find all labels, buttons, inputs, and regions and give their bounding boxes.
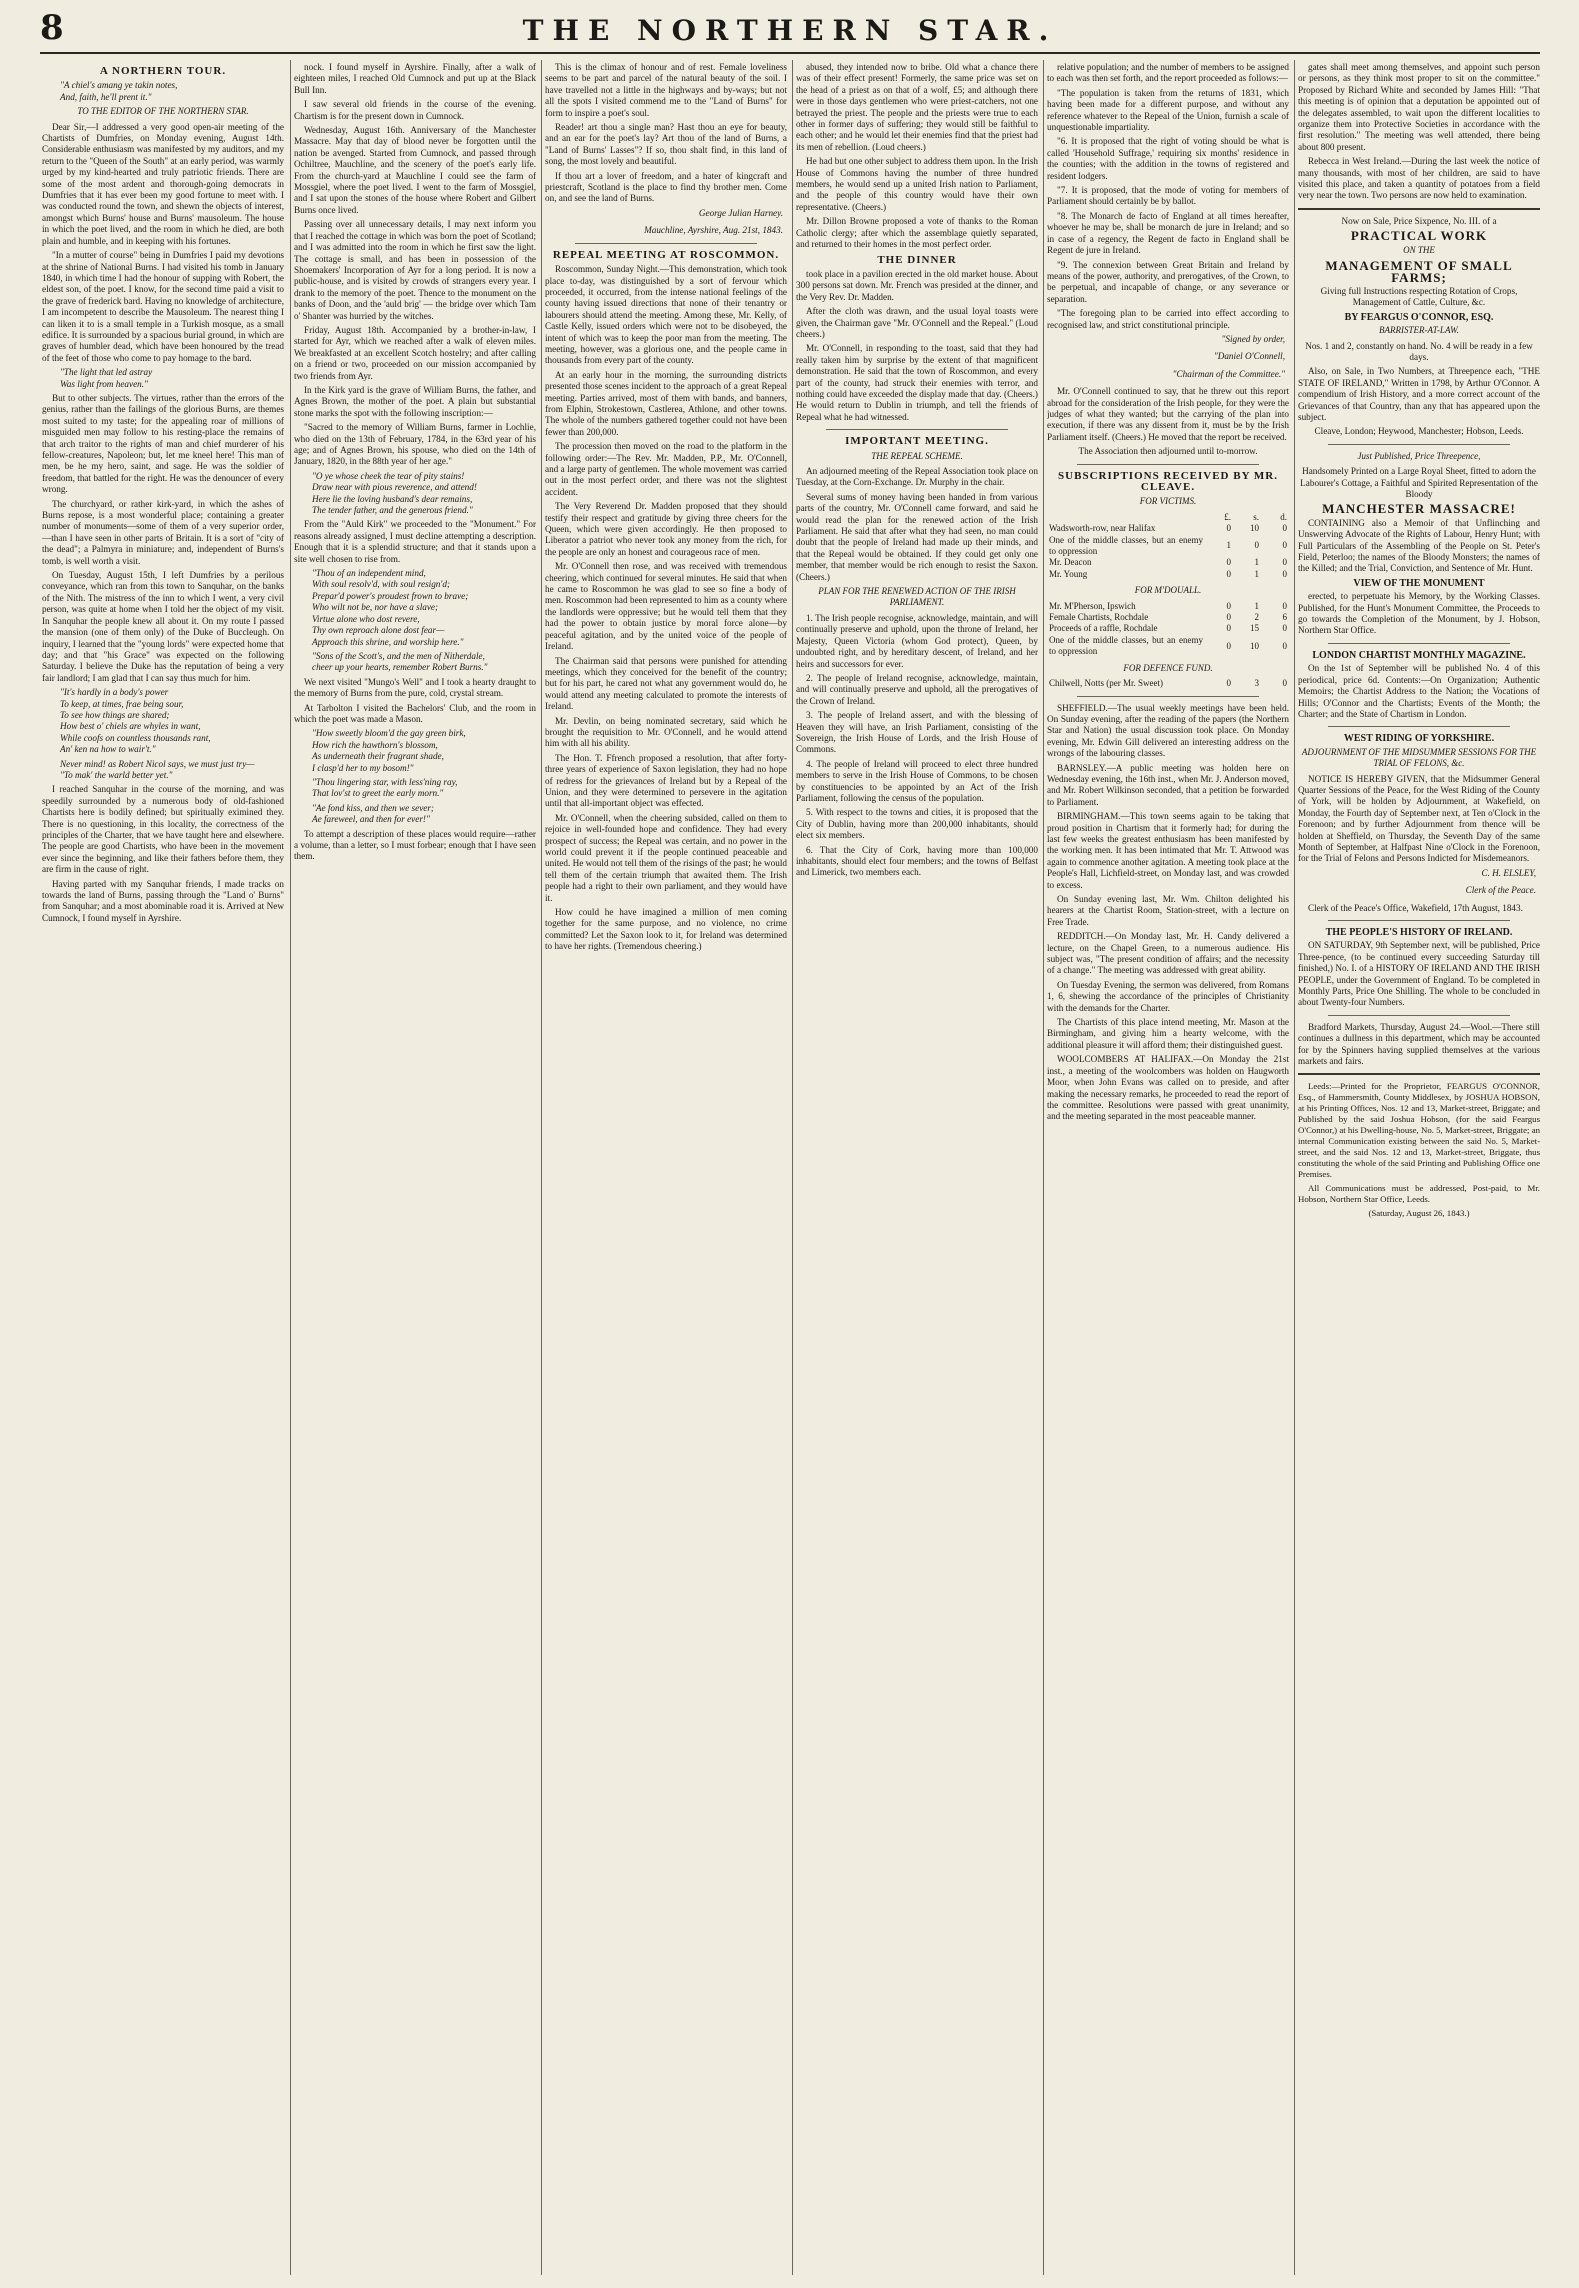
column-rule [1294, 60, 1295, 2275]
row-s: 10 [1250, 640, 1259, 651]
paragraph: Friday, August 18th. Accompanied by a brother-in-law, I started for Ayr, which we reached after a walk of eleven miles. We breakfasted at an excellent Scotch hostelry; and after calling on a friend or two, proceeded on our mission accompanied by two friends from Ayr. [294, 324, 536, 381]
row-l: 0 [1226, 523, 1231, 534]
paragraph: "7. It is proposed, that the mode of voting for members of Parliament should certainly be by ballot. [1047, 185, 1289, 207]
column-3 [545, 62, 787, 2274]
paragraph: After the cloth was drawn, and the usual loyal toasts were given, the Chairman gave "Mr. O'Connell and the Repeal." (Loud cheers.) [796, 306, 1038, 339]
table-row [1047, 635, 1289, 658]
column-rule [1043, 60, 1044, 2275]
row-name: Mr. M'Pherson, Ipswich [1049, 600, 1136, 611]
paragraph: relative population; and the number of members to be assigned to each was then set forth, and the report proceeded as follows:— [1047, 62, 1289, 84]
paragraph: 3. The people of Ireland assert, and with the blessing of Heaven they will have, an Irish Parliament, consisting of the Sovereign, the Irish House of Lords, and the Irish House of Commons. [796, 710, 1038, 755]
header-pence: d. [1280, 511, 1287, 522]
subscriptions-table [1047, 678, 1289, 689]
column-5 [1047, 62, 1289, 2274]
ad-heading: MANAGEMENT OF SMALL FARMS; [1325, 258, 1513, 285]
column-6 [1298, 62, 1540, 2274]
section-title: PLAN FOR THE RENEWED ACTION OF THE IRISH PARLIAMENT. [818, 586, 1016, 608]
ad-desc: Giving full Instructions respecting Rotation of Crops, Management of Cattle, Culture, &c. [1320, 285, 1518, 308]
paragraph: "8. The Monarch de facto of England at all times hereafter, whoever he may be, shall be monarch de jure in Ireland; and so in case of a regency, the Regent de facto in England shall be Regent de jure in Ireland. [1047, 210, 1289, 256]
row-s: 10 [1250, 523, 1259, 534]
row-d: 0 [1282, 678, 1287, 689]
row-s: 1 [1254, 568, 1259, 579]
row-d: 0 [1282, 523, 1287, 534]
row-d: 0 [1282, 540, 1287, 551]
paragraph: "The population is taken from the returns of 1831, which having been made for a different purpose, and without any reference whatever to the Repeal of the Union, furnish a scale of unquestionable impartiality. [1047, 87, 1289, 133]
paragraph: 1. The Irish people recognise, acknowledge, maintain, and will continually preserve and uphold, upon the throne of Ireland, her Majesty, Queen Victoria (whom God protect), Queen, by undoubted right, and by hereditary descent, of Ireland, and her heirs and successors for ever. [796, 612, 1038, 669]
article-title: IMPORTANT MEETING. [845, 435, 989, 448]
row-name: Proceeds of a raffle, Rochdale [1049, 623, 1158, 634]
ad-heading: MANCHESTER MASSACRE! [1322, 501, 1516, 517]
signature-role: Clerk of the Peace. [1465, 885, 1536, 896]
row-s: 0 [1254, 540, 1259, 551]
paragraph: In the Kirk yard is the grave of William Burns, the father, and Agnes Brown, the mother of the poet. A plain but substantial stone marks the spot with the following inscription:— [294, 384, 536, 418]
paragraph: On Tuesday, August 15th, I left Dumfries by a perilous conveyance, which ran from this town to Sanquhar, on the banks of the Nith. The mistress of the inn to which I went, a very civil person, was quite at home when I told her the object of my visit. In Sanquhar the people knew all about it. On my route I passed the mansion (one of them only) of the Duke of Buccleugh. On inquiry, I learned that the "young lords" were expected home that day; and that "his Grace" was expected on the following Saturday. I believe the Duke has the reputation of being a very fair landlord; I am glad that I can say thus much for him. [42, 570, 284, 683]
ad-text: ON SATURDAY, 9th September next, will be published, Price Three-pence, (to be continued every succeeding Saturday till finished,) No. I. of a HISTORY OF IRELAND AND THE IRISH PEOPLE, under the Government of England. To be completed in Monthly Parts, Price One Shilling. The whole to be concluded in about Twenty-four Numbers. [1298, 940, 1540, 1008]
verse: "Thou lingering star, with less'ning ray, That lov'st to greet the early morn." [312, 776, 458, 799]
signed-line: "Signed by order, [1221, 333, 1285, 344]
divider [1298, 1073, 1540, 1075]
verse: "Thou of an independent mind, With soul resolv'd, with soul resign'd; Prepar'd power's proudest frown to brave; Who wilt not be, nor have a slave; Virtue alone who dost revere, Thy own reproach alone dost fear— Approach this shrine, and worship here." [312, 568, 469, 647]
paragraph: Rebecca in West Ireland.—During the last week the notice of many thousands, with most of her children, are said to have visited this place, and taken a quantity of potatoes from a field very near the town. Two persons are now held to examination. [1298, 156, 1540, 201]
paragraph: An adjourned meeting of the Repeal Association took place on Tuesday, at the Corn-Exchange. Dr. Murphy in the chair. [796, 466, 1038, 488]
paragraph: "9. The connexion between Great Britain and Ireland by means of the power, authority, and prerogatives, of the Crown, to be perpetual, and incapable of change, or any severance or separation. [1047, 259, 1289, 304]
row-s: 1 [1254, 557, 1259, 568]
paragraph: I saw several old friends in the course of the evening. Chartism is for the present down in Cumnock. [294, 99, 536, 121]
signature-place: Mauchline, Ayrshire, Aug. 21st, 1843. [644, 225, 783, 236]
divider [1328, 1015, 1510, 1016]
row-name: Chilwell, Notts (per Mr. Sweet) [1049, 678, 1163, 689]
verse: "It's hardly in a body's power To keep, at times, frae being sour, To see how things are shared; How best o' chiels are whyles in want, While coofs on countless thousands rant, An' ken na how to wair't." [60, 687, 211, 755]
masthead-rule [40, 52, 1540, 54]
paragraph: "The foregoing plan to be carried into effect according to recognised law, and strict constitutional principle. [1047, 308, 1289, 330]
row-l: 0 [1226, 640, 1231, 651]
row-l: 0 [1226, 612, 1231, 623]
row-name: Female Chartists, Rochdale [1049, 612, 1149, 623]
ad-heading: VIEW OF THE MONUMENT [1353, 577, 1485, 589]
paragraph: gates shall meet among themselves, and appoint such person or persons, as they think most proper to sit on the committee." Proposed by Richard White and seconded by James Hill: "That this meeting is of opinion that a deputation be appointed out of the delegates assembled, to wait upon the different localities to organize them into Protective Societies in accordance with the first resolution." The meeting was well attended, there being about 800 present. [1298, 62, 1540, 152]
divider [1328, 920, 1510, 921]
divider [1077, 696, 1259, 697]
row-s: 2 [1254, 612, 1259, 623]
paragraph: Mr. O'Connell, when the cheering subsided, called on them to rejoice in well-founded hope and confidence. They had every prospect of success; the Repeal was certain, and no power in the world could prevent it if the people continued peaceable and united. He would not tell them of the risings of the past; he would tell them of the certain triumph that awaited them. The Irish people had a right to their own parliament, and they would have it. [545, 812, 787, 903]
header-shillings: s. [1253, 511, 1259, 522]
row-l: 0 [1226, 678, 1231, 689]
paragraph: Wednesday, August 16th. Anniversary of the Manchester Massacre. May that day of blood never be forgotten until the nation be avenged. Started from Cumnock, and passed through Ochiltree, Mauchline, and the scenery of the poet's early life. From the church-yard at Mauchline I could see the farm of Mossgiel, where the poet lived. I went to the farm of Mossgiel, and I sat upon the stones of the house where Robert and Gilbert Burns once lived. [294, 125, 536, 215]
divider [1328, 726, 1510, 727]
paragraph: If thou art a lover of freedom, and a hater of kingcraft and priestcraft, Scotland is the place to find thy brother men. Come on, and see the land of Burns. [545, 170, 787, 204]
paragraph: The Very Reverend Dr. Madden proposed that they should testify their respect and gratitude by giving three cheers for the Queen, which were given accordingly. He then proposed to Liberator a patriot who never took any money from the rich, for the people are only an honest and courageous race of men. [545, 501, 787, 557]
paragraph: To attempt a description of these places would require—rather a volume, than a letter, so I must forbear; enough that I have seen them. [294, 828, 536, 862]
paragraph: 6. That the City of Cork, having more than 100,000 inhabitants, should elect four members; and the towns of Belfast and Limerick, two members each. [796, 844, 1038, 878]
paragraph: At an early hour in the morning, the surrounding districts presented those scenes incident to the approach of a great Repeal meeting. Parties arrived, most of them with bands, and banners, from Elphin, Strokestown, Castlerea, Athlone, and other towns. The whole of the numbers gathered together could not have been fewer than 200,000. [545, 369, 787, 437]
masthead [40, 8, 1540, 58]
imprint-address: All Communications must be addressed, Post-paid, to Mr. Hobson, Northern Star Office, Leeds. [1298, 1183, 1540, 1205]
ad-text: Also, on Sale, in Two Numbers, at Threepence each, "THE STATE OF IRELAND," Written in 1798, by Arthur O'Connor. A compendium of Irish History, and a more correct account of the Grievances of that Country, than any that has appeared upon the subject. [1298, 366, 1540, 422]
paragraph: The Hon. T. Ffrench proposed a resolution, that after forty-three years of experience of Saxon legislation, they had no hope of redress for the grievances of Ireland but by a Repeal of the Union, and they were determined to persevere in the agitation until that all-important object was effected. [545, 752, 787, 809]
row-l: 0 [1226, 623, 1231, 634]
ad-pre: Now on Sale, Price Sixpence, No. III. of a [1341, 215, 1497, 226]
signature: George Julian Harney. [698, 207, 783, 218]
ad-text: erected, to perpetuate his Memory, by the Working Classes. Published, for the Hunt's Monument Committee, the Proceeds to go towards the Completion of the Monument, by J. Hobson, Northern Star Office. [1298, 591, 1540, 636]
ad-heading: PRACTICAL WORK [1350, 228, 1488, 244]
paragraph: Having parted with my Sanquhar friends, I made tracks on towards the land of Burns, passing through the "Land o' Burns" from Sanquhar; and a most abominable road it is. Arrived at New Cumnock, I found myself in Ayrshire. [42, 878, 284, 923]
subs-section: FOR M'DOUALL. [1134, 585, 1202, 596]
table-row [1047, 623, 1289, 634]
row-d: 0 [1282, 568, 1287, 579]
divider [1298, 208, 1540, 210]
paragraph: abused, they intended now to bribe. Old what a chance there was of their effect present! Formerly, the same price was set on the head of a priest as on that of a wolf, £5; and although there were in those days gentlemen who were priest-catchers, not one betrayed the priest. The people and the priests were true to each other in former days of suffering; they would still be faithful to each other; and he would let their enemies find that the priest had its men of rebellion. (Loud cheers.) [796, 62, 1038, 152]
paragraph: On Sunday evening last, Mr. Wm. Chilton delighted his hearers at the Chartist Room, Station-street, with a lecture on Free Trade. [1047, 894, 1289, 927]
row-s: 1 [1254, 600, 1259, 611]
divider [1328, 444, 1510, 445]
row-l: 1 [1226, 540, 1231, 551]
row-s: 15 [1250, 623, 1259, 634]
row-name: Wadsworth-row, near Halifax [1049, 523, 1156, 534]
paragraph: The churchyard, or rather kirk-yard, in which the ashes of Burns repose, is a most wonderful place; containing a greater number of monuments—some of them of a very superior order,—than I have seen in other parts of Britain. It is a sort of "city of the dead"; a Palmyra in miniature; and, independent of Burns's tomb, is well worth a visit. [42, 498, 284, 566]
paragraph: Mr. Dillon Browne proposed a vote of thanks to the Roman Catholic clergy; after which the assemblage quietly separated, and returned to their homes in the most perfect order. [796, 216, 1038, 250]
divider [1077, 464, 1259, 465]
row-name: Mr. Deacon [1049, 557, 1092, 568]
article-title: A NORTHERN TOUR. [99, 65, 227, 77]
row-d: 0 [1282, 640, 1287, 651]
verse: "How sweetly bloom'd the gay green birk, How rich the hawthorn's blossom, As underneath their fragrant shade, I clasp'd her to my bosom!" [312, 728, 466, 773]
table-row [1047, 557, 1289, 568]
subs-section: FOR VICTIMS. [1139, 496, 1197, 507]
row-s: 3 [1254, 678, 1259, 689]
paragraph: The procession then moved on the road to the platform in the following order:—The Rev. Mr. Madden, P.P., Mr. O'Connell, and a large party of gentlemen. The whole movement was carried out in the most perfect order, and there was not the slightest accident. [545, 441, 787, 497]
paragraph: Mr. O'Connell then rose, and was received with tremendous cheering, which continued for several minutes. He said that when he came to Roscommon he was glad to see so fine a body of men. Roscommon had been represented to him as a county where the landlords were oppressive; but he would tell them that they had the power to obtain justice by moral force alone—by peaceful agitation, and by the united voice of the people of Ireland. [545, 561, 787, 652]
ad-heading: LONDON CHARTIST MONTHLY MAGAZINE. [1312, 649, 1526, 661]
divider [1328, 643, 1510, 644]
epigraph: "A chiel's amang ye takin notes, And, faith, he'll prent it." [60, 80, 178, 102]
paragraph: BIRMINGHAM.—This town seems again to be taking that proud position in Chartism that it formerly had; for during the last few weeks the greatest enthusiasm has been manifested by the working men. It has been intimated that Mr. T. Attwood was again to commence another agitation. A meeting took place at the People's Hall, Lichfield-street, on Monday last, and was crowded to excess. [1047, 811, 1289, 890]
verse: "The light that led astray Was light from heaven." [60, 367, 153, 389]
paragraph: Several sums of money having been handed in from various parts of the country, Mr. O'Connell came forward, and said he would read the plan for the renewed action of the Irish Parliament. He said that after what they had seen, no man could doubt that the people of Ireland had made up their minds, and that the Repeal would be obtained. If they could get only one member, that member would be rich enough to resist the Saxon. (Cheers.) [796, 491, 1038, 582]
row-l: 0 [1226, 600, 1231, 611]
row-name: One of the middle classes, but an enemy to oppression [1049, 534, 1203, 557]
subscriptions-title: SUBSCRIPTIONS RECEIVED BY MR. CLEAVE. [1058, 469, 1278, 493]
paragraph: I reached Sanquhar in the course of the morning, and was speedily surrounded by a numerous body of old-fashioned Chartists here is bodily defined; but spiritually eximined they. There is no questioning, in this locality, the correctness of the principles of the Charter, that we have taught here and elsewhere. The people are good Chartists, who have been in the movement ever since the beginning, and like their fathers before them, they are firm in the cause of right. [42, 784, 284, 875]
column-rule [792, 60, 793, 2275]
paragraph: This is the climax of honour and of rest. Female loveliness seems to be part and parcel of the natural beauty of the soil. I have travelled not a little in the highways and by-ways; but not all the spots I visited commend me to the "Land of Burns" for form to inspire a poet's soul. [545, 62, 787, 118]
column-2 [294, 62, 536, 2274]
paragraph: Reader! art thou a single man? Hast thou an eye for beauty, and an ear for the poet's lay? Art thou of the land of Burns, a "Land of Burns' Lasses"? If so, thou shalt find, in this land of song, the most lovely and beautiful. [545, 122, 787, 167]
table-row [1047, 523, 1289, 534]
ad-note: Nos. 1 and 2, constantly on hand. No. 4 will be ready in a few days. [1305, 340, 1533, 362]
paragraph: The Chartists of this place intend meeting, Mr. Mason at the Birmingham, and giving him a hearty welcome, with the additional pleasure it will afford them; their distinguished guest. [1047, 1017, 1289, 1050]
column-4 [796, 62, 1038, 2274]
ad-text: Handsomely Printed on a Large Royal Sheet, fitted to adorn the Labourer's Cottage, a Faithful and Spirited Representation of the Bloody [1300, 466, 1538, 499]
paragraph: Passing over all unnecessary details, I may next inform you that I reached the cottage in which was born the poet of Scotland; and I was admitted into the room in which he first saw the light. The cottage is small, and has been in possession of the Shoemakers' Incorporation of Ayr for a long period. It is now a public-house, and is visited by crowds of strangers every year. I drank to the memory of the poet. Thence to the monument on the banks of Doon, and the 'auld brig' — the bridge over which Tam o' Shanter was hurried by the witches. [294, 219, 536, 321]
verse: Never mind! as Robert Nicol says, we must just try— "To mak' the warld better yet." [60, 758, 255, 780]
table-row [1047, 535, 1289, 558]
paragraph: nock. I found myself in Ayrshire. Finally, after a walk of eighteen miles, I reached Old Cumnock and put up at the Black Bull Inn. [294, 62, 536, 95]
row-name: Mr. Young [1049, 568, 1088, 579]
imprint-date: (Saturday, August 26, 1843.) [1368, 1208, 1470, 1219]
subscriptions-table [1047, 512, 1289, 580]
ad-subheading: ADJOURNMENT OF THE MIDSUMMER SESSIONS FOR THE TRIAL OF FELONS, &c. [1301, 746, 1537, 769]
paragraph: We next visited "Mungo's Well" and I took a hearty draught to the memory of Burns from the pure, cold, crystal stream. [294, 676, 536, 699]
verse: "O ye whose cheek the tear of pity stains! Draw near with pious reverence, and attend! Here lie the loving husband's dear remains, The tender father, and the generous friend." [312, 470, 477, 516]
paragraph: Mr. Devlin, on being nominated secretary, said which he brought the requisition to Mr. O'Connell, and he would attend him with all his ability. [545, 715, 787, 749]
paragraph: BARNSLEY.—A public meeting was holden here on Wednesday evening, the 16th inst., when Mr. J. Anderson moved, and Mr. Robert Wilkinson seconded, that a petition be forwarded to Parliament. [1047, 762, 1289, 807]
row-d: 6 [1282, 612, 1287, 623]
ad-date: Clerk of the Peace's Office, Wakefield, 17th August, 1843. [1308, 902, 1523, 913]
table-row [1047, 569, 1289, 580]
paragraph: SHEFFIELD.—The usual weekly meetings have been held. On Sunday evening, after the reading of the papers (the Northern Star and Nation) the usual discussion took place. On Monday evening, Mr. Edwin Gill delivered an interesting address on the wrongs of the labouring classes. [1047, 702, 1289, 759]
paragraph: On Tuesday Evening, the sermon was delivered, from Romans 1, 6, shewing the accordance of the principles of Christianity with the demands for the Charter. [1047, 979, 1289, 1013]
ad-author: BY FEARGUS O'CONNOR, ESQ. [1344, 311, 1494, 323]
page-number: 8 [40, 8, 64, 48]
ad-text: CONTAINING also a Memoir of that Unflinching and Unswerving Advocate of the Rights of Labour, Henry Hunt; with Full Particulars of the Assembling of the People on St. Peter's Field, Peterloo; the names of the Bloody Monsters; the names of the Killed; and the Trial, Conviction, and Sentence of Mr. Hunt. [1298, 517, 1540, 574]
ad-heading: WEST RIDING OF YORKSHIRE. [1343, 733, 1495, 745]
table-row [1047, 612, 1289, 623]
imprint: Leeds:—Printed for the Proprietor, FEARGUS O'CONNOR, Esq., of Hammersmith, County Middlesex, by JOSHUA HOBSON, at his Printing Offices, Nos. 12 and 13, Market-street, Briggate; and Published by the said Joshua Hobson, (for the said Feargus O'Connor,) at his Dwelling-house, No. 5, Market-street, Briggate; an internal Communication existing between the said No. 5, Market-street, and the said Nos. 12 and 13, Market-street, Briggate, thus constituting the whole of the said Printing and Publishing Office one Premises. [1298, 1081, 1540, 1180]
row-d: 0 [1282, 623, 1287, 634]
paragraph: REDDITCH.—On Monday last, Mr. H. Candy delivered a lecture, on the Chapel Green, to a numerous audience. His subject was, "The present condition of affairs; and the necessity of a change." The meeting was addressed with great ability. [1047, 931, 1289, 976]
ad-text: NOTICE IS HEREBY GIVEN, that the Midsummer General Quarter Sessions of the Peace, for the West Riding of the County of York, will be holden by Adjournment, at Wakefield, on Monday, the Fourth day of September next, at Ten o'Clock in the Forenoon; and by further Adjournment from thence will be holden at Sheffield, on Thursday, the Seventh Day of the same Month of September, at Halfpast Nine o'Clock in the Forenoon, for the Trial of Felons and Persons Indicted for Misdemeanors. [1298, 773, 1540, 864]
paper-name: THE NORTHERN STAR. [522, 14, 1058, 47]
divider [826, 429, 1008, 430]
paragraph: Mr. O'Connell, in responding to the toast, said that they had really taken him by surprise by the extent of that magnificent demonstration. He said that the town of Roscommon, and every part of the county, had struck their enemies with terror, and nothing could have exceeded the display made that day. (Cheers.) He would return to Dublin in triumph, and tell the friends of Repeal what he had witnessed. [796, 343, 1038, 422]
paragraph: The Association then adjourned until to-morrow. [1078, 446, 1258, 457]
article-title: REPEAL MEETING AT ROSCOMMON. [552, 248, 780, 261]
column-rule [541, 60, 542, 2275]
ad-pre: Just Published, Price Threepence, [1357, 450, 1481, 461]
paragraph: Dear Sir,—I addressed a very good open-air meeting of the Chartists of Dumfries, on Monday evening, August 14th. Considerable enthusiasm was manifested by my auditors, and my return to the "Queen of the South" at an early period, was warmly urged by my kind-hearted and truly patriotic friends. There are some of the most ardent and thorough-going democrats in Dumfries that it has ever been my good fortune to meet with. I was conducted round the town, and shewn the objects of interest, amongst which Burns' house and Burns' mausoleum. The house in which the poet lived, and the room in which he died, are both plain and humble, and in keeping with his fortunes. [42, 121, 284, 246]
section-title: THE DINNER [877, 253, 957, 266]
signed-role: "Chairman of the Committee." [1172, 368, 1285, 379]
paragraph: WOOLCOMBERS AT HALIFAX.—On Monday the 21st inst., a meeting of the woolcombers was holden on Haugworth Moor, when John Evans was called on to preside, and after making the necessary remarks, he proceeded to read the report of the committee. Resolutions were passed with great unanimity, and the meeting separated in the most peaceable manner. [1047, 1054, 1289, 1122]
column-rule [290, 60, 291, 2275]
paragraph: took place in a pavilion erected in the old market house. About 300 persons sat down. Mr. French was presided at the dinner, and the Very Rev. Dr. Madden. [796, 268, 1038, 302]
signature: C. H. ELSLEY, [1481, 867, 1536, 878]
paragraph: At Tarbolton I visited the Bachelors' Club, and the room in which the poet was made a Mason. [294, 702, 536, 724]
table-row [1047, 601, 1289, 612]
row-name: One of the middle classes, but an enemy to oppression [1049, 634, 1203, 657]
table-row [1047, 678, 1289, 689]
paragraph: 4. The people of Ireland will proceed to elect three hundred members to serve in the Irish House of Commons, to be chosen by constituencies to be appointed by an Act of the Irish Parliament, following the census of the population. [796, 758, 1038, 803]
ad-on: ON THE [1403, 244, 1435, 255]
paragraph: But to other subjects. The virtues, rather than the errors of the genius, rather than the failings of the glorious Burns, are themes most suited to my taste; for the appealing roar of millions of misguided men may follow to his resting-place the remains of that arch traitor to the rights of man and chief murderer of his fellow-creatures, Napoleon; but, let me kneel here! This man of men, be he my hero, saint, and sage. He was the soldier of freedom, that battled for the right. He was the denouncer of every wrong. [42, 392, 284, 495]
paragraph: Mr. O'Connell continued to say, that he threw out this report abroad for the consideration of the Irish people, for they were the judges of what they wanted; but the carrying of the plan into execution, if there was any dissent from it, must be by the Irish Parliament itself. (Cheers.) He moved that the report be received. [1047, 386, 1289, 442]
verse: "Sons of the Scott's, and the men of Nitherdale, cheer up your hearts, remember Robert Burns." [312, 650, 488, 673]
paragraph: "In a mutter of course" being in Dumfries I paid my devotions at the shrine of National Burns. I had visited his tomb in January 1840, in which time I had the honour of supping with Robert, the eldest son, of the poet. I know, for the second time paid a visit to the grave of frederick bard. Having no knowledge of architecture, I am incompetent to describe the Mausoleum. The nearest thing I can liken it to is a small temple in a Turkish mosque, as a small edifice. It is surrounded by a spacious burial ground, in which are graves of humbler dead, which have been honoured by the tread of the feet of those who come to pay homage to the bard. [42, 250, 284, 363]
subscriptions-table [1047, 601, 1289, 658]
column-1 [42, 62, 284, 2274]
table-header-row [1047, 512, 1289, 523]
to-editor: TO THE EDITOR OF THE NORTHERN STAR. [77, 106, 249, 117]
subs-section: FOR DEFENCE FUND. [1123, 662, 1213, 673]
paragraph: He had but one other subject to address them upon. In the Irish House of Commons having the number of three hundred members, he would send up a united Irish nation to Parliament, and the people of this country would have their own representative. (Cheers.) [796, 156, 1038, 212]
header-pounds: £. [1224, 511, 1231, 522]
ad-role: BARRISTER-AT-LAW. [1378, 325, 1460, 336]
paragraph: 5. With respect to the towns and cities, it is proposed that the City of Dublin, having more than 200,000 inhabitants, should elect six members. [796, 807, 1038, 841]
paragraph: "6. It is proposed that the right of voting should be what is called 'Household Suffrage,' requiring six months' residence in the counties; with the addition in the towns of registered and resident lodgers. [1047, 136, 1289, 181]
ad-heading: THE PEOPLE'S HISTORY OF IRELAND. [1325, 927, 1513, 938]
verse: "Ae fond kiss, and then we sever; Ae fareweel, and then for ever!" [312, 802, 434, 825]
paragraph: "Sacred to the memory of William Burns, farmer in Lochlie, who died on the 13th of February, 1784, in the 63rd year of his age; and of Agnes Brown, his spouse, who died on the 14th of January, 1820, in the 88th year of her age." [294, 422, 536, 467]
paragraph: From the "Auld Kirk" we proceeded to the "Monument." For reasons already assigned, I must decline attempting a description. Enough that it is a splendid structure; and that it stands upon a site well chosen to rise from. [294, 519, 536, 564]
row-l: 0 [1226, 568, 1231, 579]
row-d: 0 [1282, 600, 1287, 611]
row-d: 0 [1282, 557, 1287, 568]
paragraph: The Chairman said that persons were punished for attending meetings, which they conceived for the benefit of the country; but for his part, he cared not what any government would do, he would attend any meeting calculated to promote the interests of Ireland. [545, 655, 787, 712]
markets-report: Bradford Markets, Thursday, August 24.—Wool.—There still continues a dullness in this department, which may be accounted for by the Spinners having supplied themselves at the various markets and fairs. [1298, 1021, 1540, 1067]
paragraph: 2. The people of Ireland recognise, acknowledge, maintain, and will continually preserve and uphold, all the prerogatives of the Crown of Ireland. [796, 672, 1038, 706]
paragraph: How could he have imagined a million of men coming together for the same purpose, and no violence, no crime committed? Let the Saxon look to it, for Ireland was determined to have her rights. (Tremendous cheering.) [545, 907, 787, 952]
ad-text: On the 1st of September will be published No. 4 of this periodical, price 6d. Contents:—On Organization; Authentic Memoirs; the Chartist Address to the Nation; the Vocations of Hills; O'Connor and the Chartists; Events of the Month; the Charter; and the State of Chartism in London. [1298, 663, 1540, 719]
divider [575, 243, 757, 244]
paragraph: Roscommon, Sunday Night.—This demonstration, which took place to-day, was distinguished by a sort of fervour which proceeded, it occurred, from the intense national feelings of the county having issued directions that none of their tenantry or labourers should attend the meeting. Among these, Mr. Kelly, of Castle Kelly, issued orders which were not to be disobeyed, the intent of which was to keep the poor man from the meeting. The meeting, however, was a glorious one, and the people came in thousands from every part of the county. [545, 264, 787, 366]
signed-name: "Daniel O'Connell, [1213, 351, 1285, 362]
article-subtitle: THE REPEAL SCHEME. [871, 450, 963, 461]
row-l: 0 [1226, 557, 1231, 568]
ad-sellers: Cleave, London; Heywood, Manchester; Hobson, Leeds. [1314, 426, 1524, 437]
